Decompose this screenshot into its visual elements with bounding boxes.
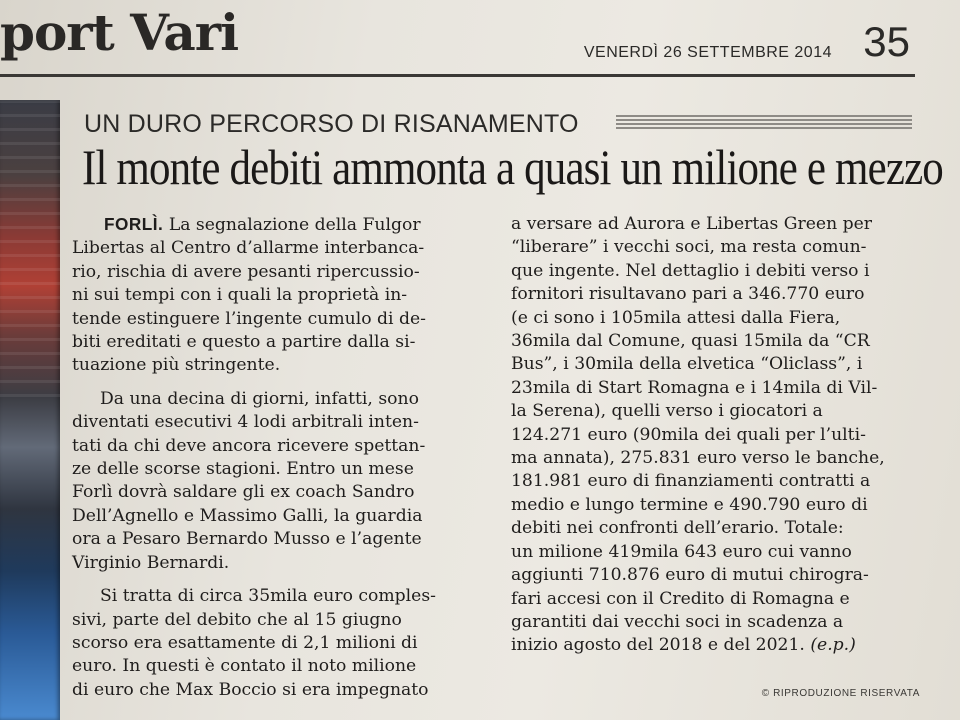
- article-line: ze delle scorse stagioni. Entro un mese: [72, 459, 414, 480]
- header-rule: [0, 74, 915, 77]
- article-line: Dell’Agnello e Massimo Galli, la guardia: [72, 505, 423, 526]
- article-line: tati da chi deve ancora ricevere spettan-: [72, 435, 426, 456]
- article-line: scorso era esattamente di 2,1 milioni di: [72, 632, 418, 653]
- article-line: “liberare” i vecchi soci, ma resta comun-: [511, 237, 867, 258]
- article-line: sivi, parte del debito che al 15 giugno: [72, 609, 402, 630]
- article-column-2: [511, 213, 885, 658]
- article-line: fari accesi con il Credito di Romagna e: [511, 588, 850, 609]
- page-number: 35: [863, 18, 910, 65]
- article-line: Forlì dovrà saldare gli ex coach Sandro: [72, 482, 415, 503]
- article-line: di euro che Max Boccio si era impegnato: [72, 679, 429, 700]
- article-line: rio, rischia di avere pesanti ripercussio-: [72, 261, 420, 282]
- article-line: Si tratta di circa 35mila euro comples-: [100, 586, 436, 607]
- article-line: 23mila di Start Romagna e i 14mila di Vil-: [511, 377, 878, 398]
- kicker-rule: [616, 115, 912, 129]
- article-line-text: La segnalazione della Fulgor: [168, 215, 421, 235]
- article-line: medio e lungo termine e 490.790 euro di: [511, 494, 868, 515]
- author-signature: (e.p.): [810, 635, 856, 656]
- article-line: [511, 634, 885, 657]
- article-line: tuazione più stringente.: [72, 355, 281, 376]
- article-line: que ingente. Nel dettaglio i debiti verso i: [511, 260, 870, 281]
- article-line: tende estinguere l’ingente cumulo di de-: [72, 308, 426, 329]
- photo-strip-texture: [0, 100, 60, 400]
- article-line: 124.271 euro (90mila dei quali per l’ulti-: [511, 424, 866, 445]
- location-dateline: FORLÌ.: [104, 214, 164, 234]
- article-line: Libertas al Centro d’allarme interbanca-: [72, 238, 425, 259]
- article-headline: Il monte debiti ammonta a quasi un milione e mezzo: [82, 139, 943, 195]
- article-column-1: [72, 213, 436, 702]
- article-line: aggiunti 710.876 euro di mutui chirogra-: [511, 565, 869, 586]
- article-line: Da una decina di giorni, infatti, sono: [100, 388, 419, 409]
- article-line: ma annata), 275.831 euro verso le banche,: [511, 448, 885, 469]
- article-line: diventati esecutivi 4 lodi arbitrali inten-: [72, 412, 419, 433]
- article-line: [104, 213, 436, 237]
- article-line: 36mila dal Comune, quasi 15mila da “CR: [511, 331, 870, 352]
- article-line: debiti nei confronti dell’erario. Totale:: [511, 518, 844, 539]
- article-line: ora a Pesaro Bernardo Musso e l’agente: [72, 529, 422, 550]
- copyright-notice: © RIPRODUZIONE RISERVATA: [761, 688, 920, 699]
- article-line: fornitori risultavano pari a 346.770 euro: [511, 284, 865, 305]
- article-line: 181.981 euro di finanziamenti contratti a: [511, 471, 871, 492]
- article-kicker: UN DURO PERCORSO DI RISANAMENTO: [84, 110, 579, 138]
- article-line: euro. In questi è contato il noto milione: [72, 656, 417, 677]
- article-line: garantiti dai vecchi soci in scadenza a: [511, 611, 844, 632]
- article-line: Bus”, i 30mila della elvetica “Oliclass”, i: [511, 354, 863, 375]
- issue-date: VENERDÌ 26 SETTEMBRE 2014: [583, 44, 832, 61]
- article-line: (e ci sono i 105mila attesi dalla Fiera,: [511, 307, 841, 328]
- article-line: Virginio Bernardi.: [72, 552, 230, 573]
- article-line: un milione 419mila 643 euro cui vanno: [511, 541, 852, 562]
- article-line: a versare ad Aurora e Libertas Green per: [511, 214, 872, 234]
- section-title: port Vari: [0, 3, 239, 62]
- article-line: la Serena), quelli verso i giocatori a: [511, 401, 823, 422]
- article-line: ni sui tempi con i quali la proprietà in-: [72, 285, 408, 306]
- article-line: biti ereditati e questo a partire dalla si-: [72, 332, 416, 353]
- article-line-text: inizio agosto del 2018 e del 2021.: [511, 635, 805, 656]
